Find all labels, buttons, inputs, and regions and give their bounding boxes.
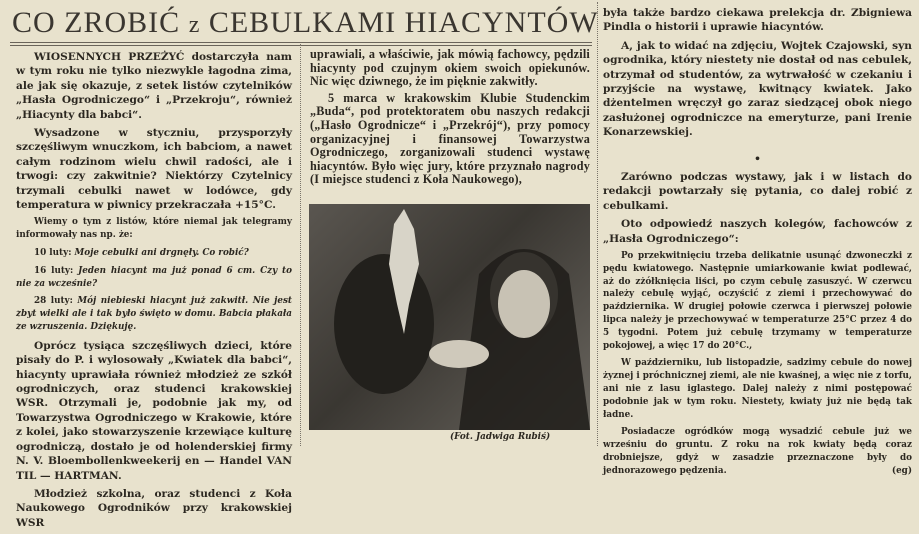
column-divider [597, 2, 598, 446]
paragraph: W październiku, lub listopadzie, sadzimy cebule do nowej żyznej i próchnicznej ziemi, ale nie kwaśnej, a więc nie z torfu, ani nie z lasu iglastego. Dalej należy z nimi postępować podobnie jak w tym roku. Niestety, kwiaty już nie będą tak ładne. [603, 358, 912, 420]
paragraph: Zarówno podczas wystawy, jak i w listach do redakcji powtarzały się pytania, co dalej robić z cebulkami. [603, 171, 912, 212]
boy-figure [334, 254, 434, 394]
photo [309, 204, 590, 430]
paragraph: WIOSENNYCH PRZEŻYĆ dostarczyła nam w tym roku nie tylko niezwykle łagodna zima, ale jak się okazuje, z setek listów czytelników „Hasła Ogrodniczego“ i „Przekroju“, również „Hiacynty dla babci“. [16, 51, 292, 121]
photo-image [309, 204, 590, 430]
author-signature: (eg) [891, 465, 912, 476]
paragraph: Wysadzone w styczniu, przysporzyły szczęśliwym wnuczkom, ich babciom, a nawet całym rodzinom wielu chwil radości, ale i trwogi: czy zakwitnie? Niektórzy Czytelnicy trzymali cebulki nawet w lodówce, gdy temperatura w piwnicy przekraczała +15°C. [16, 127, 292, 212]
paragraph: uprawiali, a właściwie, jak mówią fachowcy, pędzili hiacynty pod czujnym okiem swoich opiekunów. Nic więc dziwnego, że im pięknie zakwitły. [310, 47, 590, 89]
letter-quote: 28 luty: Mój niebieski hiacynt już zakwitł. Nie jest zbyt wielki ale i tak było święto w domu. Babcia płakała ze wzruszenia. Dziękuję. [16, 296, 292, 333]
column-1 [16, 50, 292, 534]
paragraph: Oto odpowiedź naszych kolegów, fachowców z „Hasła Ogrodniczego“: [603, 218, 912, 245]
photo-caption: (Fot. Jadwiga Rubiś) [450, 432, 551, 442]
letter-quote: 16 luty: Jeden hiacynt ma już ponad 6 cm. Czy to nie za wcześnie? [16, 265, 292, 289]
paragraph: była także bardzo ciekawa prelekcja dr. Zbigniewa Pindla o historii i uprawie hiacyntów. [603, 7, 912, 34]
hands [429, 340, 489, 368]
headline-rule [10, 45, 592, 46]
paragraph: Po przekwitnięciu trzeba delikatnie usunąć dzwoneczki z pędu kwiatowego. Następnie umiarkowanie kwiat podlewać, aż do zżółknięcia liści, po czym cebulę zasuszyć. W czerwcu należy cebulę wyjąć, oczyścić z ziemi i przechowywać do października. W drugiej połowie czerwca i pierwszej połowie lipca należy je przechowywać w temperaturze 25°C przez 4 do 5 tygodni. Potem już cebulę trzymamy w temperaturze pokojowej, a więc 17 do 20°C., [603, 251, 912, 351]
paragraph: Oprócz tysiąca szczęśliwych dzieci, które pisały do P. i wylosowały „Kwiatek dla babci“, hiacynty uprawiała również młodzież ze szkół ogrodniczych, oraz studenci krakowskiej WSR. Otrzymali je, podobnie jak my, od Towarzystwa Ogrodniczego w Krakowie, które z kolei, jako stowarzyszenie krzewiące kulturę ogrodniczą, dostało je od holenderskiej firmy N. V. Bloembollenkweekerij en — Handel VAN TIL — HARTMAN. [16, 339, 292, 482]
woman-face [498, 270, 550, 338]
letter-quote: 10 luty: Moje cebulki ani drgnęły. Co robić? [34, 248, 249, 259]
paragraph: 5 marca w krakowskim Klubie Studenckim „Buda“, pod protektoratem obu naszych redakcji („Hasło Ogrodnicze“ i „Przekrój“), przy pomocy organizacyjnej i finansowej Towarzystwa Ogrodniczego, zorganizowali studenci wystawę hiacyntów. Było więc jury, które przyznało nagrody (I miejsce studenci z Koła Naukowego), [310, 90, 590, 187]
headline: CO ZROBIĆ z CEBULKAMI HIACYNTÓW [12, 6, 599, 39]
paragraph: A, jak to widać na zdjęciu, Wojtek Czajowski, syn ogrodnika, który niestety nie dostał od nas cebulek, otrzymał od studentów, za wytrwałość w czekaniu i przyjście na wystawę, kwitnący kwiatek. Jako dżentelmen wręczył go zaraz siedzącej obok niego zasłużonej ogrodniczce na emeryturze, pani Irenie Konarzewskiej. [603, 39, 912, 139]
column-divider [300, 44, 301, 446]
column-3 [603, 6, 912, 483]
paragraph: Młodzież szkolna, oraz studenci z Koła Naukowego Ogrodników przy krakowskiej WSR [16, 487, 292, 529]
section-bullet: • [754, 152, 761, 165]
headline-rule [10, 42, 592, 43]
paragraph: Posiadacze ogródków mogą wysadzić cebule już we wrześniu do gruntu. Z roku na rok kwiaty będą coraz drobniejsze, gdyż w zasadzie przeznaczone były do jednorazowego pędzenia. (eg) [603, 427, 912, 476]
paragraph: Wiemy o tym z listów, które niemal jak telegramy informowały nas np. że: [16, 217, 292, 241]
column-2 [310, 48, 590, 190]
